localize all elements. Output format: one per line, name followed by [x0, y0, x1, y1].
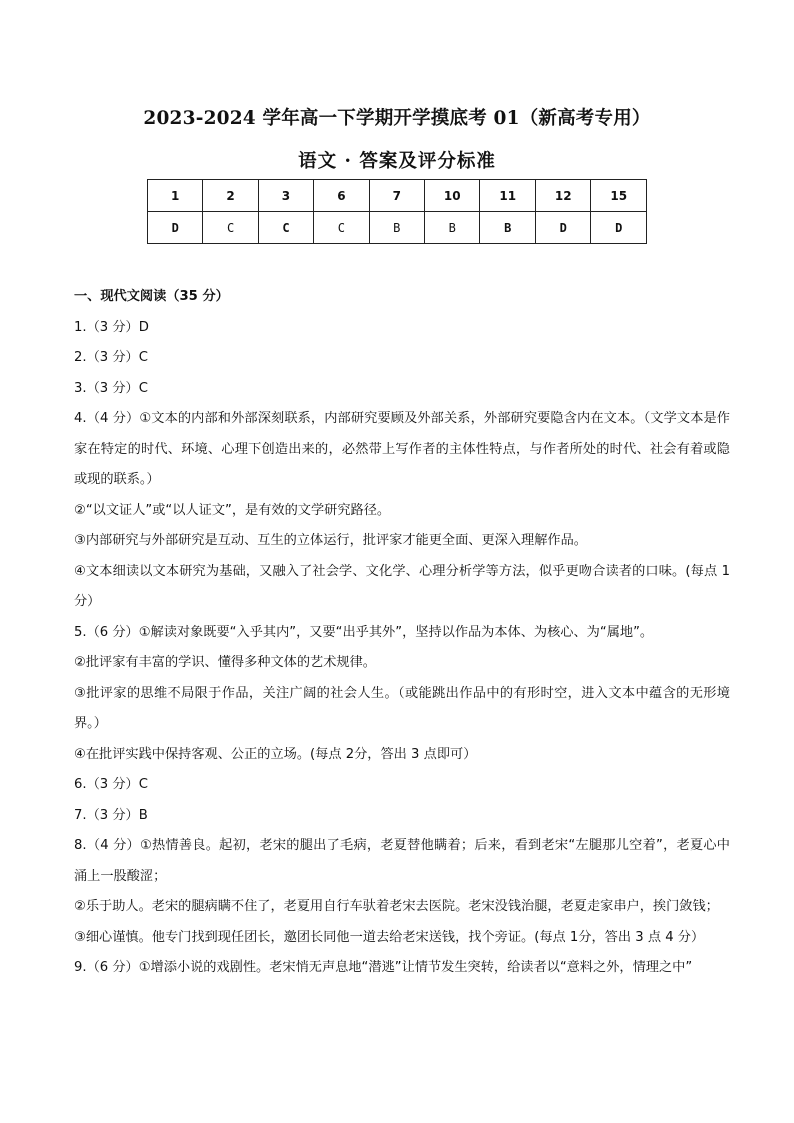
answer-line: 1.（3 分）D: [74, 319, 149, 335]
answer-line: 3.（3 分）C: [74, 380, 148, 396]
question-number: 1: [148, 180, 203, 212]
answer-cell: C: [203, 212, 258, 244]
answer-line: 4.（4 分）①文本的内部和外部深刻联系，内部研究要顾及外部关系，外部研究要隐含内在文本。（文学文本是作家在特定的时代、环境、心理下创造出来的，必然带上写作者的主体性特点，与作者所处的时代、社会有着或隐或现的联系。）: [74, 411, 730, 487]
question-number: 6: [314, 180, 369, 212]
answer-cell: D: [591, 212, 647, 244]
answer-line: 5.（6 分）①解读对象既要“入乎其内”，又要“出乎其外”，坚持以作品为本体、为核心、为“属地”。: [74, 624, 654, 640]
answer-line: 9.（6 分）①增添小说的戏剧性。老宋悄无声息地“潜逃”让情节发生突转，给读者以“意料之外，情理之中”: [74, 960, 693, 975]
answer-table: [147, 179, 647, 244]
question-number: 12: [535, 180, 591, 212]
question-number: 3: [258, 180, 313, 212]
section-heading: 一、现代文阅读（35 分）: [74, 289, 229, 304]
question-number: 15: [591, 180, 647, 212]
question-number: 10: [424, 180, 480, 212]
answer-line: ②批评家有丰富的学识、懂得多种文体的艺术规律。: [74, 655, 376, 670]
page-title: 2023-2024 学年高一下学期开学摸底考 01（新高考专用）: [143, 108, 651, 129]
answer-cell: D: [535, 212, 591, 244]
answer-line: ④文本细读以文本研究为基础，又融入了社会学、文化学、心理分析学等方法，似乎更吻合读者的口味。(每点 1分）: [74, 563, 730, 609]
answer-line: 6.（3 分）C: [74, 777, 148, 792]
answer-line: ③细心谨慎。他专门找到现任团长，邀团长同他一道去给老宋送钱，找个旁证。(每点 1分，答出 3 点 4 分）: [74, 929, 705, 945]
answer-cell: C: [258, 212, 313, 244]
answer-line: 8.（4 分）①热情善良。起初，老宋的腿出了毛病，老夏替他瞒着；后来，看到老宋“左腿那儿空着”，老夏心中涌上一股酸涩；: [74, 838, 730, 884]
answer-line: ②“以文证人”或“以人证文”，是有效的文学研究路径。: [74, 502, 391, 518]
answer-cell: B: [480, 212, 536, 244]
question-number: 2: [203, 180, 258, 212]
answer-table-answer-row: [148, 212, 647, 244]
answer-line: ④在批评实践中保持客观、公正的立场。(每点 2分，答出 3 点即可）: [74, 746, 477, 762]
answer-line: ②乐于助人。老宋的腿病瞒不住了，老夏用自行车驮着老宋去医院。老宋没钱治腿，老夏走家串户，挨门敛钱；: [74, 899, 719, 914]
answer-cell: B: [424, 212, 480, 244]
question-number: 11: [480, 180, 536, 212]
answer-line: ③批评家的思维不局限于作品，关注广阔的社会人生。（或能跳出作品中的有形时空，进入文本中蕴含的无形境界。）: [74, 685, 730, 731]
answer-content: [74, 282, 730, 984]
answer-line: 2.（3 分）C: [74, 350, 148, 365]
answer-line: ③内部研究与外部研究是互动、互生的立体运行，批评家才能更全面、更深入理解作品。: [74, 533, 587, 548]
answer-cell: D: [148, 212, 203, 244]
page-subtitle: 语文 · 答案及评分标准: [298, 151, 496, 172]
answer-line: 7.（3 分）B: [74, 807, 148, 823]
answer-table-number-row: [148, 180, 647, 212]
answer-cell: B: [369, 212, 424, 244]
answer-cell: C: [314, 212, 369, 244]
question-number: 7: [369, 180, 424, 212]
